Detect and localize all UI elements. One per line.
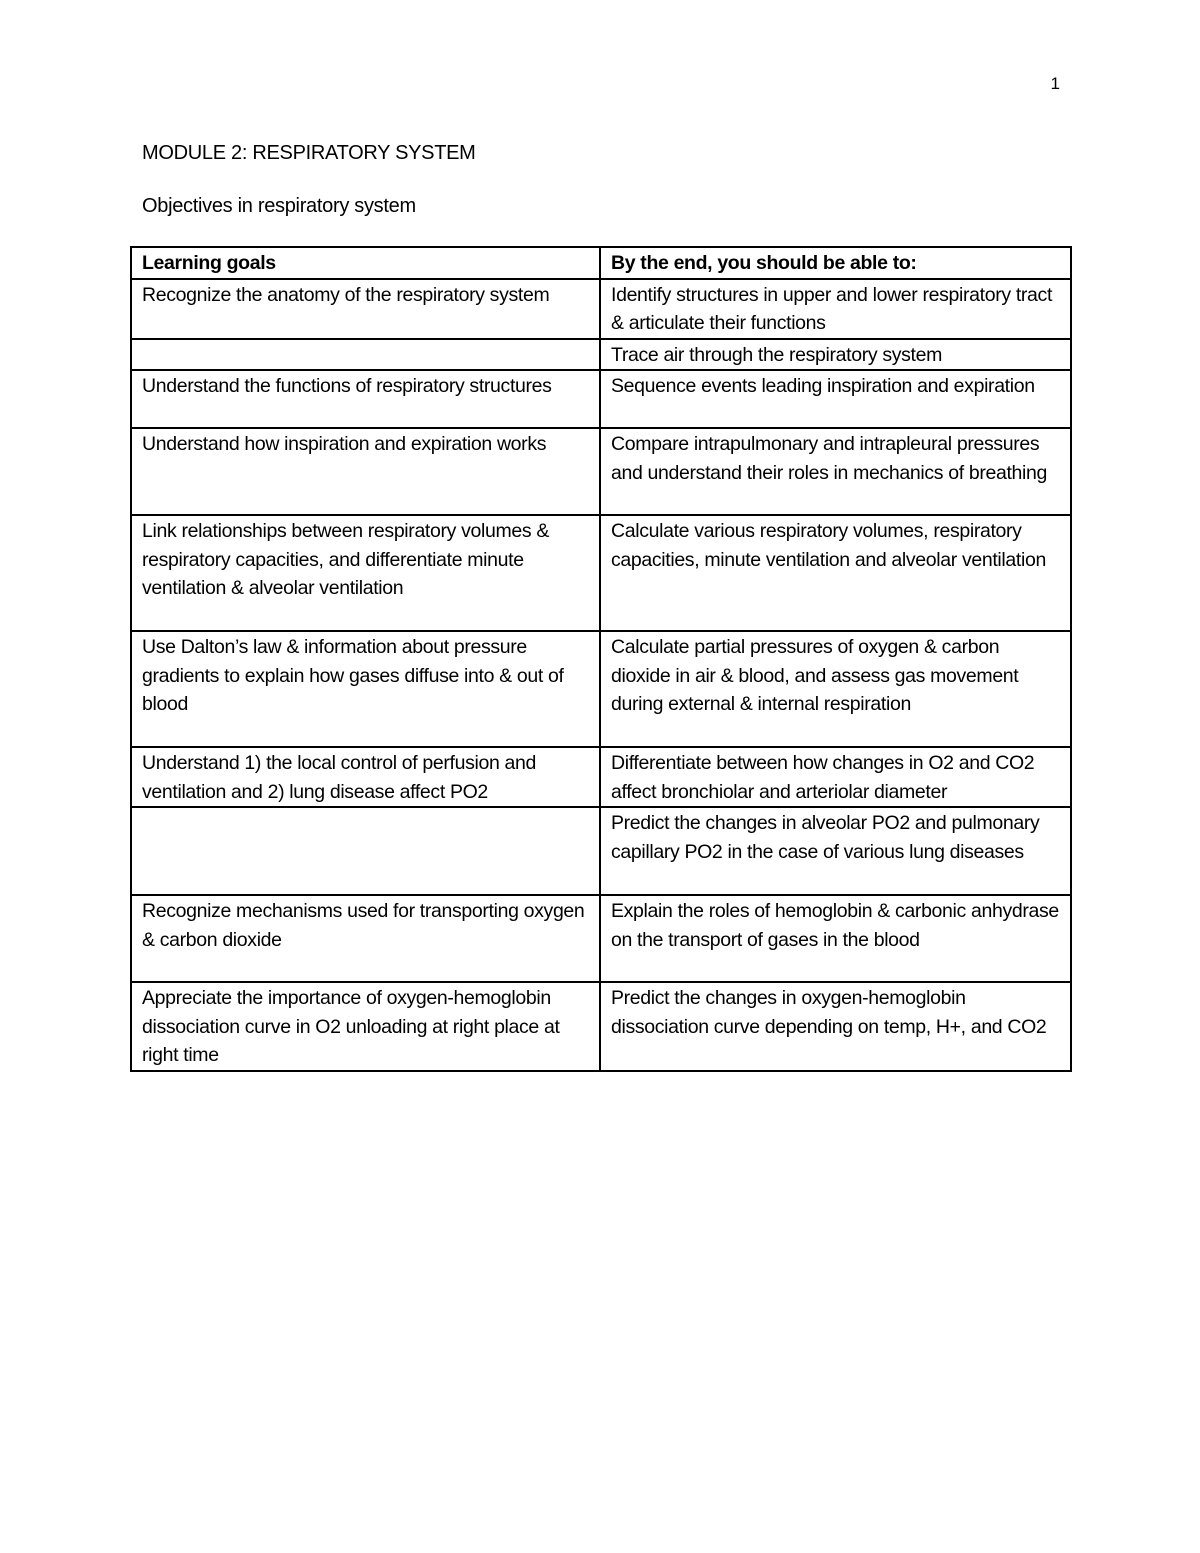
learning-goal-cell xyxy=(131,339,600,371)
learning-goal-cell: Understand the functions of respiratory structures xyxy=(131,370,600,428)
section-subtitle: Objectives in respiratory system xyxy=(142,195,416,217)
table-row xyxy=(131,279,1071,339)
table-row xyxy=(131,515,1071,631)
module-title: MODULE 2: RESPIRATORY SYSTEM xyxy=(142,142,476,164)
learning-goal-cell: Use Dalton’s law & information about pressure gradients to explain how gases diffuse into & out of blood xyxy=(131,631,600,747)
table-row xyxy=(131,631,1071,747)
outcome-cell: Identify structures in upper and lower respiratory tract & articulate their functions xyxy=(600,279,1071,339)
learning-goal-cell: Understand 1) the local control of perfusion and ventilation and 2) lung disease affect PO2 xyxy=(131,747,600,807)
learning-goal-cell: Recognize mechanisms used for transporting oxygen & carbon dioxide xyxy=(131,895,600,982)
table-row xyxy=(131,982,1071,1071)
outcome-cell: Explain the roles of hemoglobin & carbonic anhydrase on the transport of gases in the blood xyxy=(600,895,1071,982)
outcome-cell: Predict the changes in alveolar PO2 and pulmonary capillary PO2 in the case of various lung diseases xyxy=(600,807,1071,895)
table-row xyxy=(131,428,1071,515)
learning-goal-cell: Link relationships between respiratory volumes & respiratory capacities, and differentiate minute ventilation & alveolar ventilation xyxy=(131,515,600,631)
learning-goal-cell: Recognize the anatomy of the respiratory system xyxy=(131,279,600,339)
table-header-row xyxy=(131,247,1071,279)
outcome-cell: Calculate various respiratory volumes, respiratory capacities, minute ventilation and alveolar ventilation xyxy=(600,515,1071,631)
outcome-cell: Differentiate between how changes in O2 and CO2 affect bronchiolar and arteriolar diameter xyxy=(600,747,1071,807)
learning-goal-cell: Appreciate the importance of oxygen-hemoglobin dissociation curve in O2 unloading at right place at right time xyxy=(131,982,600,1071)
table-row xyxy=(131,370,1071,428)
table-row xyxy=(131,339,1071,371)
learning-goal-cell: Understand how inspiration and expiration works xyxy=(131,428,600,515)
outcome-cell: Calculate partial pressures of oxygen & carbon dioxide in air & blood, and assess gas movement during external & internal respiration xyxy=(600,631,1071,747)
learning-goal-cell xyxy=(131,807,600,895)
header-learning-goals: Learning goals xyxy=(131,247,600,279)
page-number: 1 xyxy=(1050,74,1060,93)
outcome-cell: Predict the changes in oxygen-hemoglobin dissociation curve depending on temp, H+, and CO2 xyxy=(600,982,1071,1071)
table-row xyxy=(131,895,1071,982)
table-row xyxy=(131,747,1071,807)
objectives-table xyxy=(130,246,1072,1072)
outcome-cell: Compare intrapulmonary and intrapleural pressures and understand their roles in mechanics of breathing xyxy=(600,428,1071,515)
outcome-cell: Sequence events leading inspiration and expiration xyxy=(600,370,1071,428)
header-outcomes: By the end, you should be able to: xyxy=(600,247,1071,279)
table-row xyxy=(131,807,1071,895)
outcome-cell: Trace air through the respiratory system xyxy=(600,339,1071,371)
